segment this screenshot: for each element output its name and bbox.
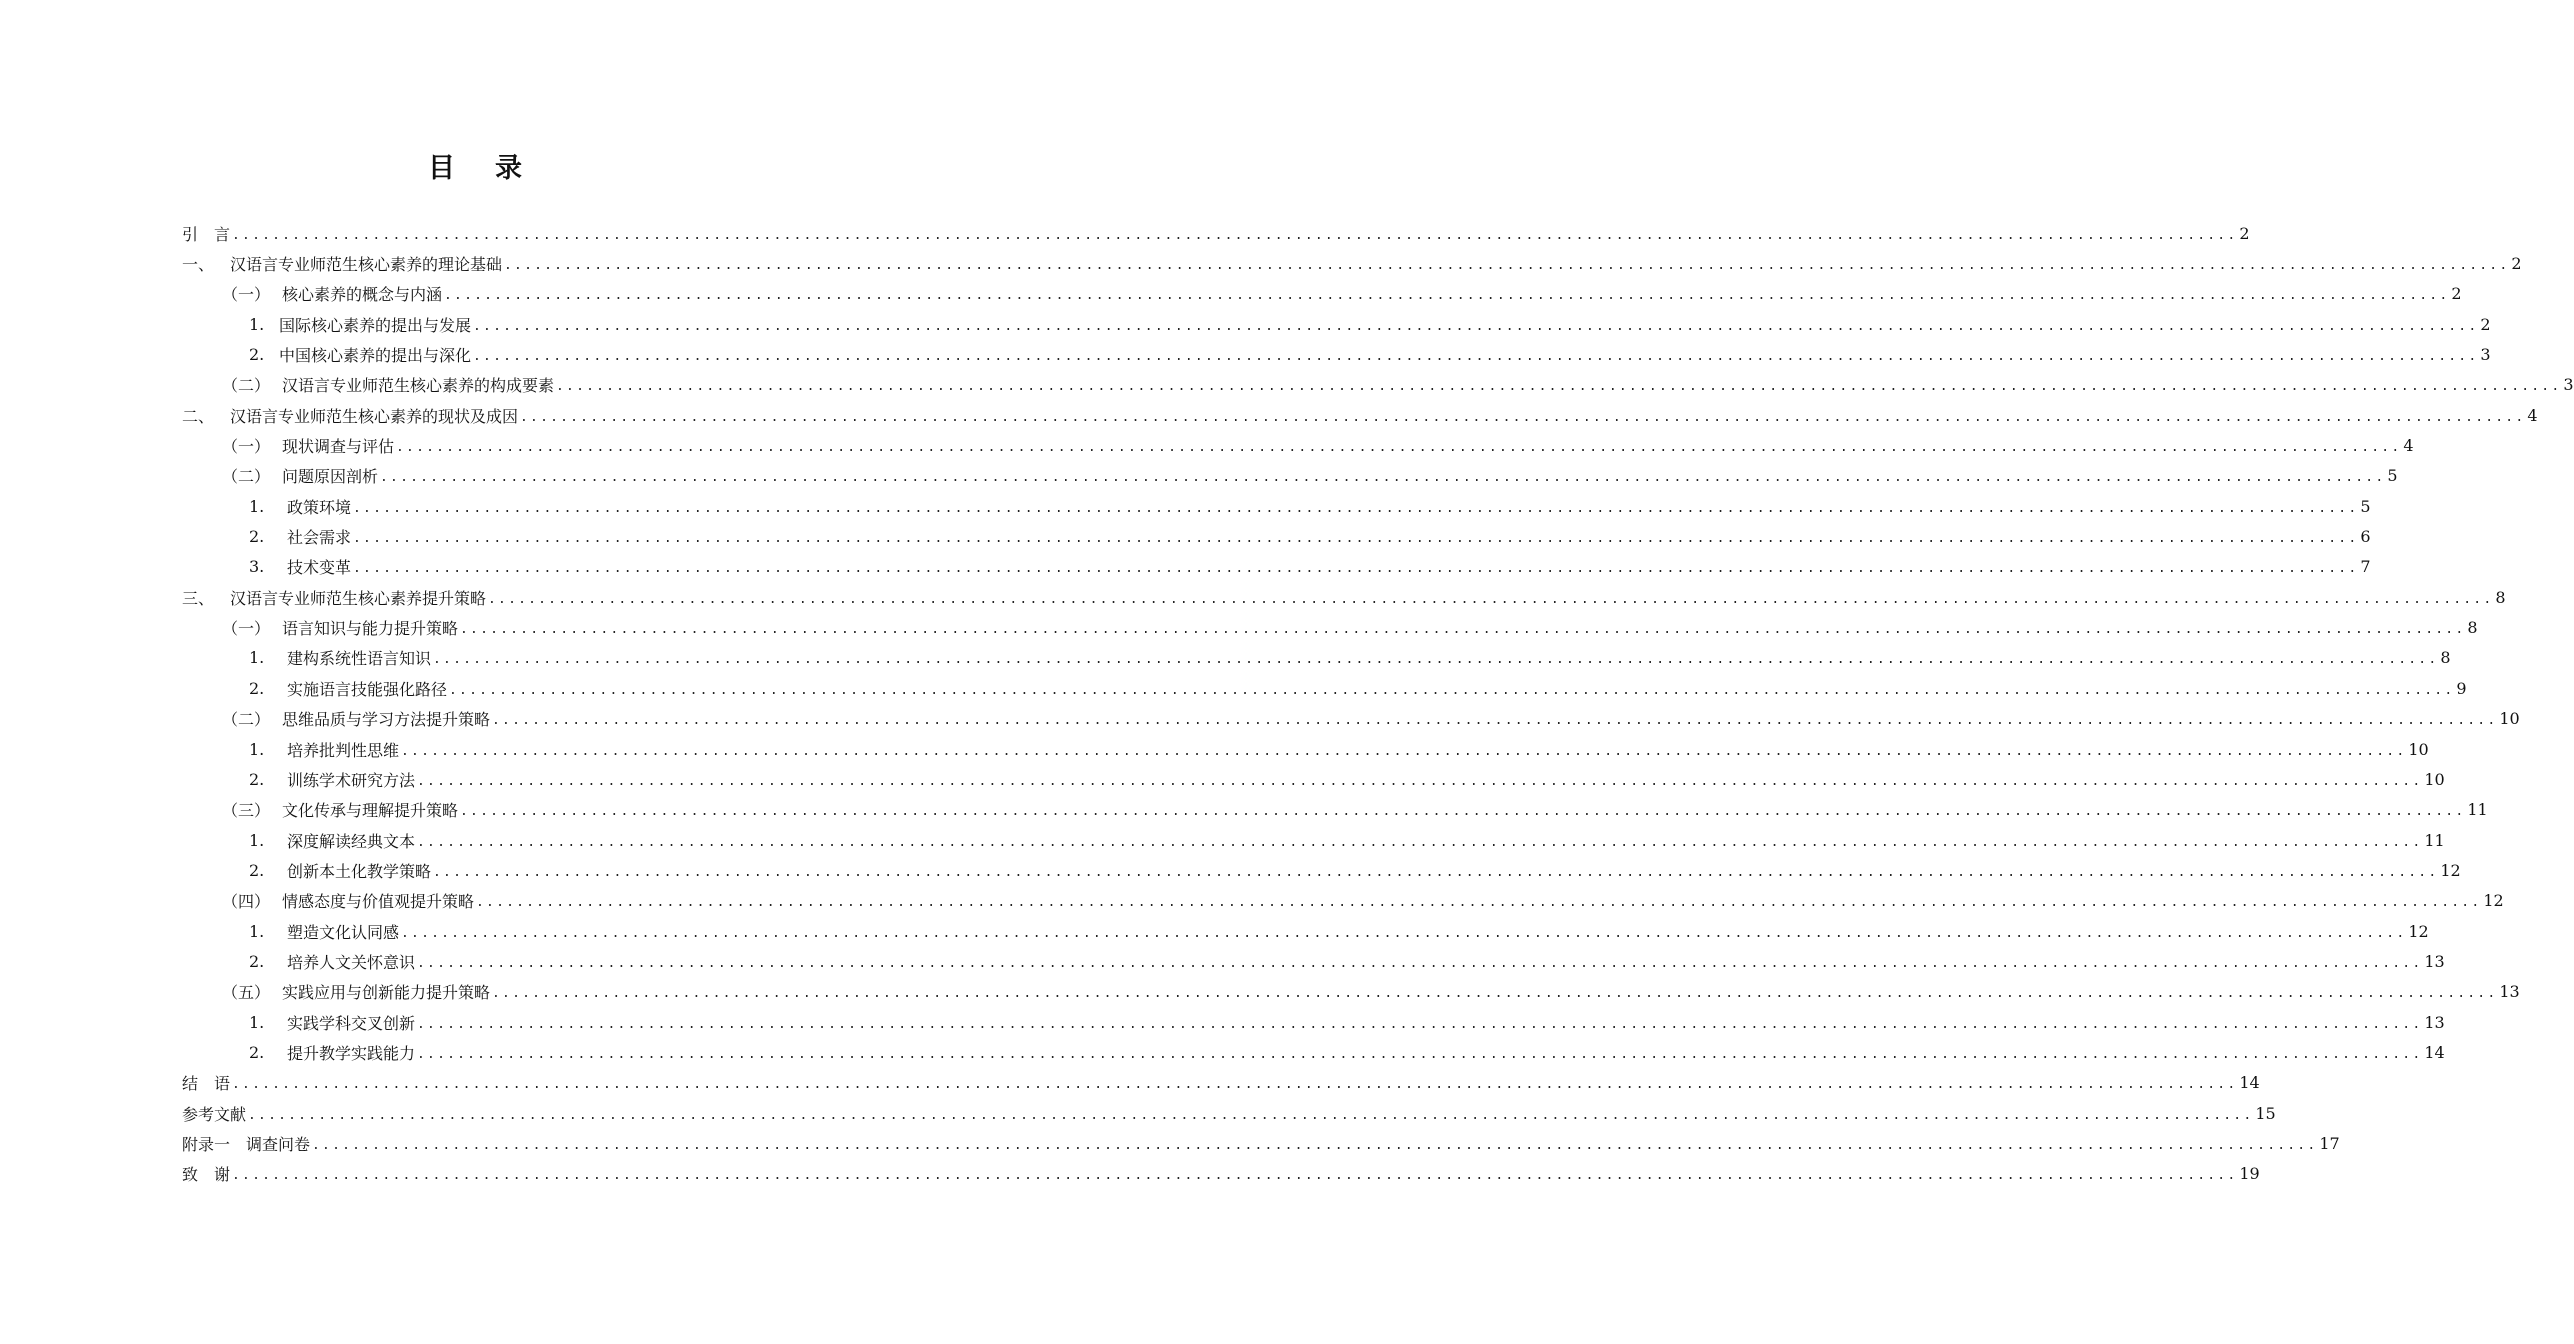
toc-entry-number: （五） (222, 983, 271, 1003)
toc-entry-title: 中国核心素养的提出与深化 (279, 346, 472, 366)
toc-leader-dots: ........................................................................................................................................................................................................ (380, 470, 2386, 486)
toc-entry-title: 塑造文化认同感 (287, 922, 400, 942)
toc-entry-title: 引 言 (182, 224, 231, 244)
toc-entry-page: 3 (2480, 345, 2491, 365)
toc-entry-page: 11 (2467, 800, 2488, 820)
toc-leader-dots: ........................................................................................................................................................................................................ (248, 1107, 2254, 1123)
toc-entry[interactable] (182, 704, 2520, 734)
toc-entry-page: 10 (2408, 739, 2429, 759)
toc-entry[interactable] (182, 370, 2574, 400)
toc-leader-dots: ........................................................................................................................................................................................................ (449, 682, 2455, 698)
toc-leader-dots: ........................................................................................................................................................................................................ (460, 622, 2466, 638)
toc-entry-title: 培养人文关怀意识 (287, 952, 416, 972)
toc-entry-title: 实施语言技能强化路径 (287, 679, 448, 699)
toc-entry-number: 2. (249, 678, 265, 698)
toc-entry-page: 19 (2239, 1164, 2260, 1184)
toc-entry-page: 13 (2424, 951, 2445, 971)
toc-entry-page: 2 (2239, 223, 2250, 243)
toc-entry-title: 创新本土化教学策略 (287, 861, 432, 881)
toc-entry-number: 二、 (182, 406, 215, 426)
toc-entry-number: 3. (249, 557, 265, 577)
toc-entry[interactable] (182, 946, 2445, 976)
toc-entry-title: 结 语 (182, 1074, 231, 1094)
toc-entry-page: 8 (2495, 587, 2506, 607)
toc-entry-page: 6 (2360, 527, 2371, 547)
toc-entry-page: 7 (2360, 557, 2371, 577)
toc-entry[interactable] (182, 886, 2504, 916)
toc-entry-number: （二） (222, 376, 271, 396)
toc-entry-title: 深度解读经典文本 (287, 831, 416, 851)
toc-entry-title: 致 谢 (182, 1165, 231, 1185)
toc-entry[interactable] (182, 764, 2445, 794)
toc-leader-dots: ........................................................................................................................................................................................................ (417, 834, 2423, 850)
toc-entry-page: 5 (2360, 496, 2371, 516)
toc-leader-dots: ........................................................................................................................................................................................................ (401, 743, 2407, 759)
toc-entry-page: 5 (2387, 466, 2398, 486)
toc-entry-title: 国际核心素养的提出与发展 (279, 315, 472, 335)
toc-entry-page: 4 (2403, 436, 2414, 456)
toc-entry[interactable] (182, 977, 2520, 1007)
toc-entry-number: 2. (249, 345, 265, 365)
toc-leader-dots: ........................................................................................................................................................................................................ (460, 804, 2466, 820)
toc-entry-number: （三） (222, 801, 271, 821)
toc-leader-dots: ........................................................................................................................................................................................................ (433, 864, 2439, 880)
toc-leader-dots: ........................................................................................................................................................................................................ (417, 955, 2423, 971)
toc-entry-number: （一） (222, 437, 271, 457)
toc-entry[interactable] (182, 491, 2371, 521)
title-part-2: 录 (495, 153, 522, 184)
toc-entry-title: 汉语言专业师范生核心素养的理论基础 (230, 255, 503, 275)
toc-entry-title: 训练学术研究方法 (287, 770, 416, 790)
toc-leader-dots: ........................................................................................................................................................................................................ (473, 318, 2479, 334)
toc-entry-title: 文化传承与理解提升策略 (282, 801, 459, 821)
toc-entry[interactable] (182, 643, 2451, 673)
toc-entry[interactable] (182, 1159, 2260, 1189)
toc-entry[interactable] (182, 309, 2491, 339)
toc-entry-page: 13 (2424, 1012, 2445, 1032)
toc-leader-dots: ........................................................................................................................................................................................................ (401, 925, 2407, 941)
toc-entry-title: 汉语言专业师范生核心素养的现状及成因 (230, 406, 519, 426)
toc-entry[interactable] (182, 916, 2429, 946)
toc-leader-dots: ........................................................................................................................................................................................................ (492, 986, 2498, 1002)
toc-entry-number: 2. (249, 1042, 265, 1062)
toc-entry-page: 10 (2499, 709, 2520, 729)
toc-entry-number: （二） (222, 467, 271, 487)
toc-entry-page: 10 (2424, 769, 2445, 789)
toc-entry-number: 三、 (182, 588, 215, 608)
toc-entry-title: 情感态度与价值观提升策略 (282, 892, 475, 912)
toc-entry[interactable] (182, 612, 2478, 642)
toc-entry[interactable] (182, 825, 2445, 855)
toc-entry[interactable] (182, 218, 2250, 248)
toc-entry-number: 1. (249, 496, 265, 516)
toc-leader-dots: ........................................................................................................................................................................................................ (396, 440, 2402, 456)
toc-leader-dots: ........................................................................................................................................................................................................ (353, 531, 2359, 547)
toc-entry-title: 政策环境 (287, 497, 352, 517)
toc-entry[interactable] (182, 461, 2398, 491)
toc-entry-page: 8 (2467, 618, 2478, 638)
toc-entry[interactable] (182, 1098, 2276, 1128)
toc-entry[interactable] (182, 400, 2538, 430)
toc-entry-number: 2. (249, 769, 265, 789)
toc-entry[interactable] (182, 430, 2414, 460)
toc-entry[interactable] (182, 734, 2429, 764)
toc-entry[interactable] (182, 1037, 2445, 1067)
toc-entry-title: 提升教学实践能力 (287, 1043, 416, 1063)
toc-entry-number: 2. (249, 860, 265, 880)
toc-entry-title: 建构系统性语言知识 (287, 649, 432, 669)
page-title (0, 146, 950, 185)
toc-entry-title: 汉语言专业师范生核心素养提升策略 (230, 588, 487, 608)
toc-entry-title: 实践应用与创新能力提升策略 (282, 983, 491, 1003)
toc-entry-page: 14 (2424, 1042, 2445, 1062)
toc-leader-dots: ........................................................................................................................................................................................................ (232, 1077, 2238, 1093)
toc-entry[interactable] (182, 521, 2371, 551)
toc-entry-page: 12 (2483, 891, 2504, 911)
toc-leader-dots: ........................................................................................................................................................................................................ (417, 1016, 2423, 1032)
toc-entry[interactable] (182, 552, 2371, 582)
toc-entry-page: 4 (2527, 405, 2538, 425)
toc-entry-title: 培养批判性思维 (287, 740, 400, 760)
toc-leader-dots: ........................................................................................................................................................................................................ (433, 652, 2439, 668)
toc-entry[interactable] (182, 582, 2506, 612)
toc-entry-number: 1. (249, 921, 265, 941)
toc-leader-dots: ........................................................................................................................................................................................................ (476, 895, 2482, 911)
toc-entry-number: （一） (222, 619, 271, 639)
toc-entry-title: 问题原因剖析 (282, 467, 379, 487)
toc-entry-number: （四） (222, 892, 271, 912)
toc-entry-page: 9 (2456, 678, 2467, 698)
toc-entry-number: 1. (249, 1012, 265, 1032)
toc-entry-title: 现状调查与评估 (282, 437, 395, 457)
toc-entry-number: 1. (249, 739, 265, 759)
toc-entry-page: 2 (2511, 254, 2522, 274)
toc-leader-dots: ........................................................................................................................................................................................................ (353, 561, 2359, 577)
toc-leader-dots: ........................................................................................................................................................................................................ (353, 500, 2359, 516)
toc-leader-dots: ........................................................................................................................................................................................................ (417, 1046, 2423, 1062)
toc-entry-title: 语言知识与能力提升策略 (282, 619, 459, 639)
toc-entry-page: 12 (2440, 860, 2461, 880)
toc-leader-dots: ........................................................................................................................................................................................................ (492, 713, 2498, 729)
toc-entry-page: 13 (2499, 982, 2520, 1002)
toc-entry-page: 8 (2440, 648, 2451, 668)
toc-entry-number: 2. (249, 951, 265, 971)
toc-entry-number: 1. (249, 830, 265, 850)
toc-leader-dots: ........................................................................................................................................................................................................ (488, 591, 2494, 607)
toc-leader-dots: ........................................................................................................................................................................................................ (232, 1168, 2238, 1184)
toc-entry-page: 14 (2239, 1073, 2260, 1093)
toc-entry-title: 核心素养的概念与内涵 (282, 285, 443, 305)
toc-entry-title: 附录一 调查问卷 (182, 1134, 311, 1154)
toc-entry[interactable] (182, 795, 2488, 825)
toc-leader-dots: ........................................................................................................................................................................................................ (444, 288, 2450, 304)
table-of-contents (182, 218, 2574, 1189)
toc-leader-dots: ........................................................................................................................................................................................................ (417, 773, 2423, 789)
toc-entry[interactable] (182, 673, 2467, 703)
toc-entry-page: 11 (2424, 830, 2445, 850)
toc-entry-number: （一） (222, 285, 271, 305)
toc-entry[interactable] (182, 1007, 2445, 1037)
toc-leader-dots: ........................................................................................................................................................................................................ (520, 409, 2526, 425)
toc-entry[interactable] (182, 855, 2461, 885)
toc-entry-page: 12 (2408, 921, 2429, 941)
toc-entry-title: 技术变革 (287, 558, 352, 578)
toc-entry-page: 3 (2563, 375, 2574, 395)
toc-leader-dots: ........................................................................................................................................................................................................ (556, 379, 2562, 395)
toc-leader-dots: ........................................................................................................................................................................................................ (232, 227, 2238, 243)
toc-leader-dots: ........................................................................................................................................................................................................ (504, 258, 2510, 274)
toc-entry-number: 一、 (182, 255, 215, 275)
toc-entry-page: 15 (2255, 1103, 2276, 1123)
toc-entry-page: 2 (2451, 284, 2462, 304)
toc-leader-dots: ........................................................................................................................................................................................................ (473, 349, 2479, 365)
toc-entry-page: 2 (2480, 314, 2491, 334)
toc-entry[interactable] (182, 279, 2462, 309)
toc-entry-number: 1. (249, 314, 265, 334)
toc-entry-number: （二） (222, 710, 271, 730)
toc-leader-dots: ........................................................................................................................................................................................................ (312, 1137, 2318, 1153)
toc-entry-number: 1. (249, 648, 265, 668)
toc-entry[interactable] (182, 339, 2491, 369)
toc-entry-title: 实践学科交叉创新 (287, 1013, 416, 1033)
toc-entry[interactable] (182, 1068, 2260, 1098)
toc-entry-title: 思维品质与学习方法提升策略 (282, 710, 491, 730)
toc-entry-page: 17 (2319, 1133, 2340, 1153)
toc-entry[interactable] (182, 248, 2522, 278)
toc-entry[interactable] (182, 1128, 2340, 1158)
title-part-1: 目 (428, 153, 455, 184)
toc-entry-title: 社会需求 (287, 528, 352, 548)
toc-entry-title: 汉语言专业师范生核心素养的构成要素 (282, 376, 555, 396)
toc-entry-number: 2. (249, 527, 265, 547)
toc-entry-title: 参考文献 (182, 1104, 247, 1124)
